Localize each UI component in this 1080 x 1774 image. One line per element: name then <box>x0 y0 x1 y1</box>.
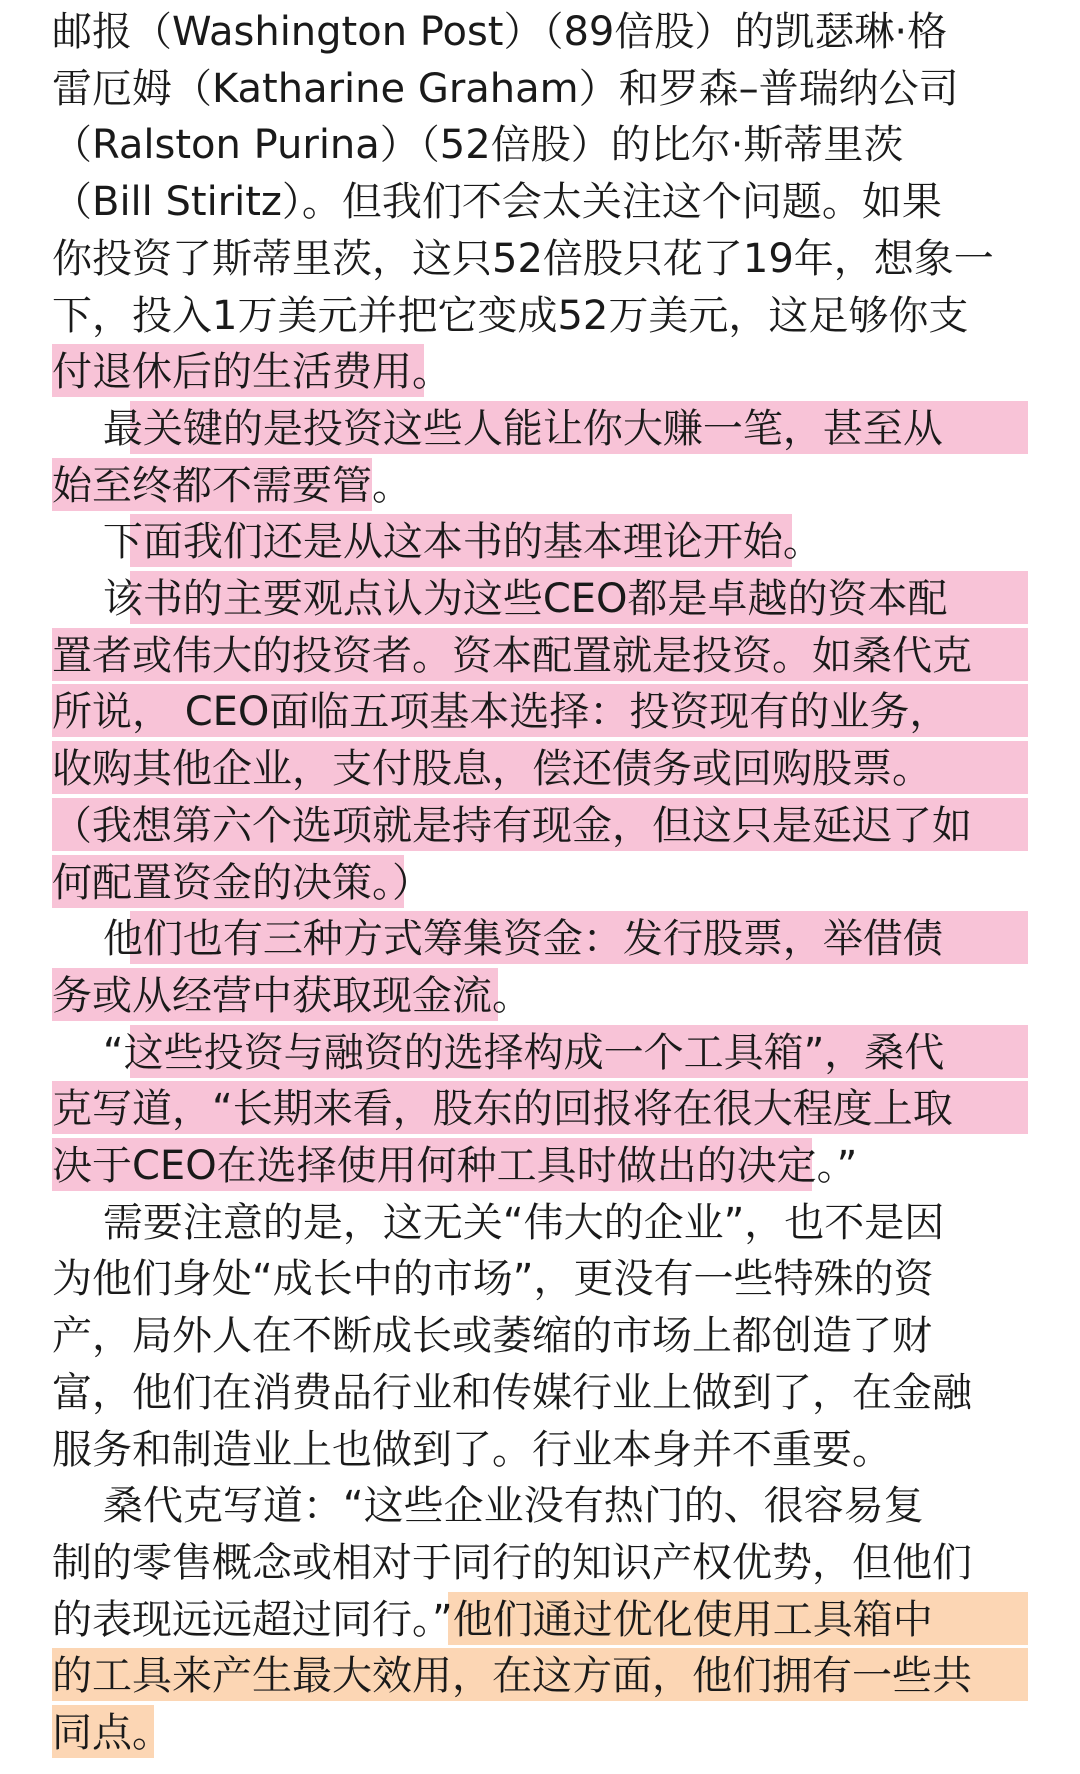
line-text: 为他们身处“成长中的市场”，更没有一些特殊的资 <box>52 1256 934 1303</box>
text-line <box>52 1535 1028 1592</box>
line-text: 的表现远远超过同行。”他们通过优化使用工具箱中 <box>52 1596 933 1643</box>
text-line <box>52 1365 1028 1422</box>
text-line <box>52 61 1028 118</box>
line-text: 置者或伟大的投资者。资本配置就是投资。如桑代克 <box>52 632 972 679</box>
line-text: 最关键的是投资这些人能让你大赚一笔，甚至从 <box>52 405 943 452</box>
text-line <box>52 4 1028 61</box>
line-text: 何配置资金的决策。） <box>52 859 432 906</box>
text-line <box>52 968 1028 1025</box>
text-line <box>52 1308 1028 1365</box>
line-text: 制的零售概念或相对于同行的知识产权优势，但他们 <box>52 1539 972 1586</box>
text-line <box>52 401 1028 458</box>
line-text: 下面我们还是从这本书的基本理论开始。 <box>52 519 823 566</box>
line-text: 务或从经营中获取现金流。 <box>52 972 532 1019</box>
line-text: 决于CEO在选择使用何种工具时做出的决定。” <box>52 1143 858 1189</box>
line-text: 所说， CEO面临五项基本选择：投资现有的业务， <box>52 689 950 736</box>
line-text: 该书的主要观点认为这些CEO都是卓越的资本配 <box>52 576 948 622</box>
text-line <box>52 855 1028 912</box>
line-text: 始至终都不需要管。 <box>52 462 412 509</box>
line-text: 服务和制造业上也做到了。行业本身并不重要。 <box>52 1426 892 1473</box>
text-line <box>52 1251 1028 1308</box>
text-line <box>52 911 1028 968</box>
text-line <box>52 571 1028 628</box>
text-line <box>52 1705 1028 1762</box>
text-line <box>52 231 1028 288</box>
text-line <box>52 1648 1028 1705</box>
line-text: 的工具来产生最大效用，在这方面，他们拥有一些共 <box>52 1653 972 1700</box>
line-text: 产，局外人在不断成长或萎缩的市场上都创造了财 <box>52 1313 932 1360</box>
text-line <box>52 174 1028 231</box>
line-text: 雷厄姆（Katharine Graham）和罗森–普瑞纳公司 <box>52 65 959 112</box>
text-line <box>52 344 1028 401</box>
text-line <box>52 1592 1028 1649</box>
text-line <box>52 798 1028 855</box>
text-line <box>52 684 1028 741</box>
text-line <box>52 458 1028 515</box>
line-text: 克写道，“长期来看，股东的回报将在很大程度上取 <box>52 1086 953 1133</box>
text-line <box>52 1081 1028 1138</box>
line-text: 付退休后的生活费用。 <box>52 349 452 396</box>
line-text: 他们也有三种方式筹集资金：发行股票，举借债 <box>52 916 943 963</box>
line-text: 需要注意的是，这无关“伟大的企业”，也不是因 <box>52 1199 945 1246</box>
line-text: 你投资了斯蒂里茨，这只52倍股只花了19年，想象一 <box>52 235 994 282</box>
line-text: （Bill Stiritz）。但我们不会太关注这个问题。如果 <box>52 179 942 226</box>
line-text: 下，投入1万美元并把它变成52万美元，这足够你支 <box>52 292 969 339</box>
line-text: 收购其他企业，支付股息，偿还债务或回购股票。 <box>52 746 932 793</box>
line-text: （Ralston Purina）（52倍股）的比尔·斯蒂里茨 <box>52 122 904 169</box>
text-line <box>52 1025 1028 1082</box>
line-text: 同点。 <box>52 1710 172 1756</box>
text-line <box>52 1138 1028 1195</box>
line-text: 桑代克写道：“这些企业没有热门的、很容易复 <box>52 1483 924 1530</box>
line-text: 富，他们在消费品行业和传媒行业上做到了，在金融 <box>52 1369 972 1416</box>
text-line <box>52 741 1028 798</box>
line-text: “这些投资与融资的选择构成一个工具箱”，桑代 <box>52 1029 945 1076</box>
line-text: 邮报（Washington Post）（89倍股）的凯瑟琳·格 <box>52 9 948 55</box>
text-line <box>52 117 1028 174</box>
text-line <box>52 288 1028 345</box>
text-line <box>52 1478 1028 1535</box>
text-line <box>52 1422 1028 1479</box>
line-text: （我想第六个选项就是持有现金，但这只是延迟了如 <box>52 802 972 849</box>
text-line <box>52 1195 1028 1252</box>
text-line <box>52 628 1028 685</box>
text-line <box>52 514 1028 571</box>
